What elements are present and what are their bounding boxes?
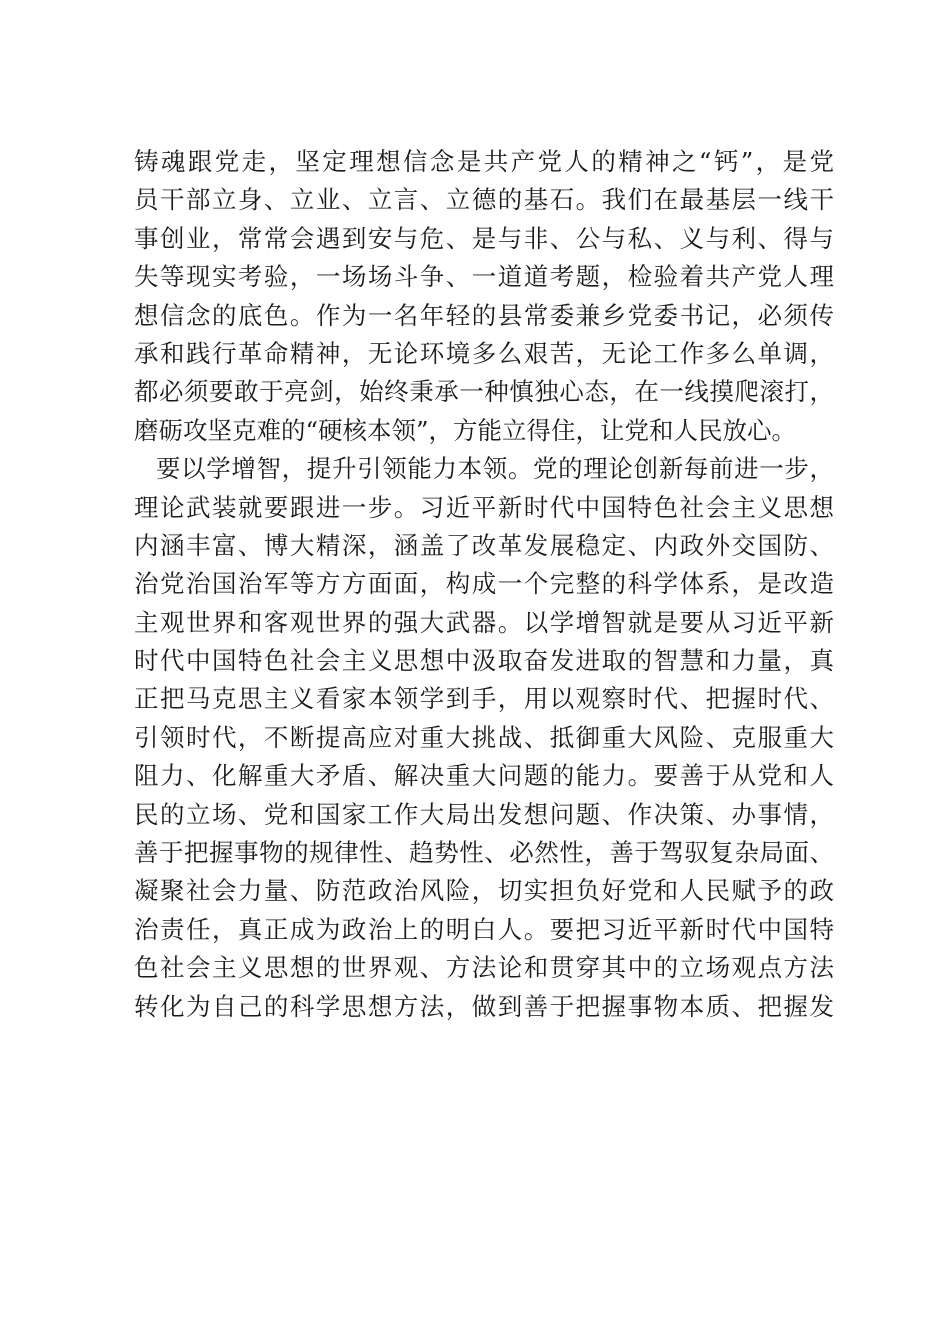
paragraph-first-line: 要以学增智，提升引领能力本领。党的理论创新每前进一步， [156, 454, 834, 484]
document-body [134, 143, 834, 1026]
text-line: 承和践行革命精神，无论环境多么艰苦，无论工作多么单调， [134, 338, 834, 368]
text-line: 内涵丰富、博大精深，涵盖了改革发展稳定、内政外交国防、 [134, 530, 834, 560]
text-line: 凝聚社会力量、防范政治风险，切实担负好党和人民赋予的政 [134, 876, 834, 906]
text-line: 善于把握事物的规律性、趋势性、必然性，善于驾驭复杂局面、 [134, 838, 834, 868]
text-line: 员干部立身、立业、立言、立德的基石。我们在最基层一线干 [134, 185, 834, 215]
text-line: 治党治国治军等方方面面，构成一个完整的科学体系，是改造 [134, 569, 834, 599]
text-line: 铸魂跟党走，坚定理想信念是共产党人的精神之“钙”，是党 [134, 147, 834, 176]
text-line: 色社会主义思想的世界观、方法论和贯穿其中的立场观点方法 [134, 953, 834, 983]
text-line: 都必须要敢于亮剑，始终秉承一种慎独心态，在一线摸爬滚打， [134, 377, 834, 407]
text-line: 主观世界和客观世界的强大武器。以学增智就是要从习近平新 [134, 607, 834, 637]
text-line: 转化为自己的科学思想方法，做到善于把握事物本质、把握发 [134, 991, 834, 1021]
text-line: 民的立场、党和国家工作大局出发想问题、作决策、办事情， [134, 799, 834, 829]
text-line: 引领时代，不断提高应对重大挑战、抵御重大风险、克服重大 [134, 722, 834, 752]
text-line: 理论武装就要跟进一步。习近平新时代中国特色社会主义思想 [134, 492, 834, 522]
text-line: 正把马克思主义看家本领学到手，用以观察时代、把握时代、 [134, 684, 834, 714]
text-line: 阻力、化解重大矛盾、解决重大问题的能力。要善于从党和人 [134, 761, 834, 791]
text-line: 磨砺攻坚克难的“硬核本领”，方能立得住，让党和人民放心。 [134, 415, 797, 445]
text-line: 治责任，真正成为政治上的明白人。要把习近平新时代中国特 [134, 914, 834, 944]
text-line: 时代中国特色社会主义思想中汲取奋发进取的智慧和力量，真 [134, 646, 834, 676]
text-line: 失等现实考验，一场场斗争、一道道考题，检验着共产党人理 [134, 262, 834, 292]
text-line: 想信念的底色。作为一名年轻的县常委兼乡党委书记，必须传 [134, 300, 834, 330]
text-line: 事创业，常常会遇到安与危、是与非、公与私、义与利、得与 [134, 223, 834, 253]
